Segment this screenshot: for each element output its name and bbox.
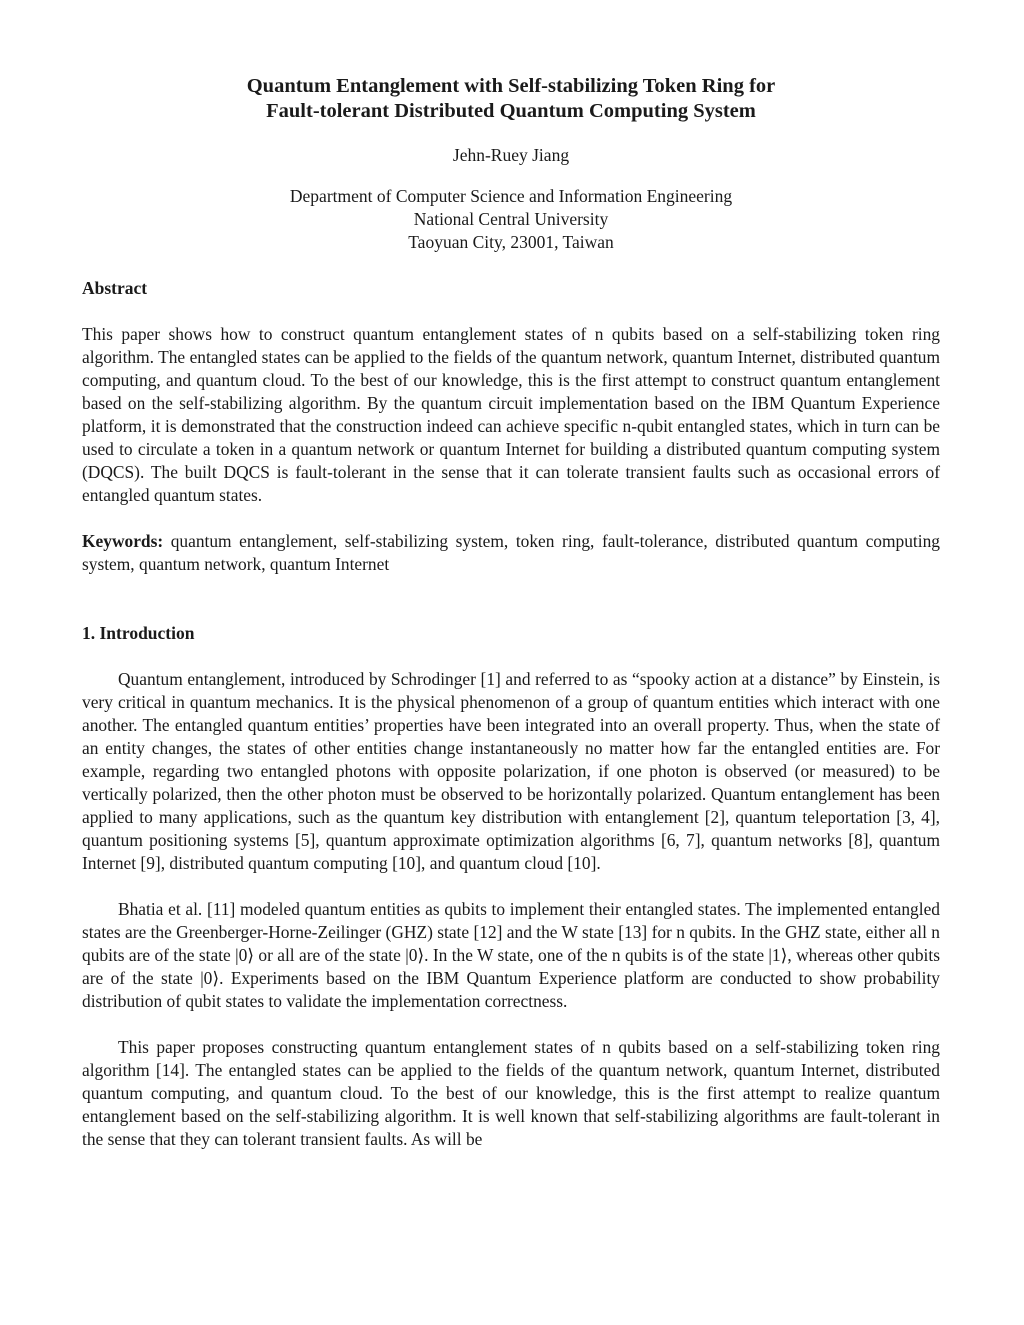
abstract-text: This paper shows how to construct quantum entanglement states of n qubits based on a self-stabilizing token ring algorithm. The entangled states can be applied to the fields of the quantum network, quantum Internet, distributed quantum computing, and quantum cloud. To the best of our knowledge, this is the first attempt to construct quantum entanglement based on the self-stabilizing algorithm. By the quantum circuit implementation based on the IBM Quantum Experience platform, it is demonstrated that the construction indeed can achieve specific n-qubit entangled states, which in turn can be used to circulate a token in a quantum network or quantum Internet for building a distributed quantum computing system (DQCS). The built DQCS is fault-tolerant in the sense that it can tolerate transient faults such as occasional errors of entangled quantum states. xyxy=(82,324,940,505)
keywords-text: quantum entanglement, self-stabilizing system, token ring, fault-tolerance, distributed quantum computing system, quantum network, quantum Internet xyxy=(82,531,940,574)
intro-paragraph-2: Bhatia et al. [11] modeled quantum entities as qubits to implement their entangled states. The implemented entangled states are the Greenberger-Horne-Zeilinger (GHZ) state [12] and the W state [13] for n qubits. In the GHZ state, either all n qubits are of the state |0⟩ or all are of the state |0⟩. In the W state, one of the n qubits is of the state |1⟩, whereas other qubits are of the state |0⟩. Experiments based on the IBM Quantum Experience platform are conducted to show probability distribution of qubit states to validate the implementation correctness. xyxy=(82,899,940,1011)
title-line-1: Quantum Entanglement with Self-stabilizing Token Ring for xyxy=(246,75,776,97)
author-name: Jehn-Ruey Jiang xyxy=(452,145,570,165)
abstract-heading: Abstract xyxy=(82,278,148,298)
keywords xyxy=(82,530,940,576)
affiliation-university: National Central University xyxy=(413,209,609,229)
intro-paragraph-1: Quantum entanglement, introduced by Schrodinger [1] and referred to as “spooky action at a distance” by Einstein, is very critical in quantum mechanics. It is the physical phenomenon of a group of quantum entities which interact with one another. The entangled quantum entities’ properties have been integrated into an overall property. Thus, when the state of an entity changes, the states of other entities change instantaneously no matter how far the entangled entities are. For example, regarding two entangled photons with opposite polarization, if one photon is observed (or measured) to be vertically polarized, then the other photon must be observed to be horizontally polarized. Quantum entanglement has been applied to many applications, such as the quantum key distribution with entanglement [2], quantum teleportation [3, 4], quantum positioning systems [5], quantum approximate optimization algorithms [6, 7], quantum networks [8], quantum Internet [9], distributed quantum computing [10], and quantum cloud [10]. xyxy=(82,669,940,873)
title-line-2: Fault-tolerant Distributed Quantum Computing System xyxy=(266,100,756,122)
affiliation xyxy=(82,185,940,254)
affiliation-city: Taoyuan City, 23001, Taiwan xyxy=(408,232,614,252)
keywords-label: Keywords: xyxy=(82,531,164,551)
paper-page xyxy=(82,74,940,1151)
affiliation-department: Department of Computer Science and Information Engineering xyxy=(289,186,733,206)
introduction-heading: 1. Introduction xyxy=(82,623,195,643)
intro-paragraph-3: This paper proposes constructing quantum entanglement states of n qubits based on a self-stabilizing token ring algorithm [14]. The entangled states can be applied to the fields of the quantum network, quantum Internet, distributed quantum computing, and quantum cloud. To the best of our knowledge, this is the first attempt to realize quantum entanglement based on the self-stabilizing algorithm. It is well known that self-stabilizing algorithms are fault-tolerant in the sense that they can tolerant transient faults. As will be xyxy=(82,1037,940,1149)
paper-title xyxy=(82,74,940,124)
